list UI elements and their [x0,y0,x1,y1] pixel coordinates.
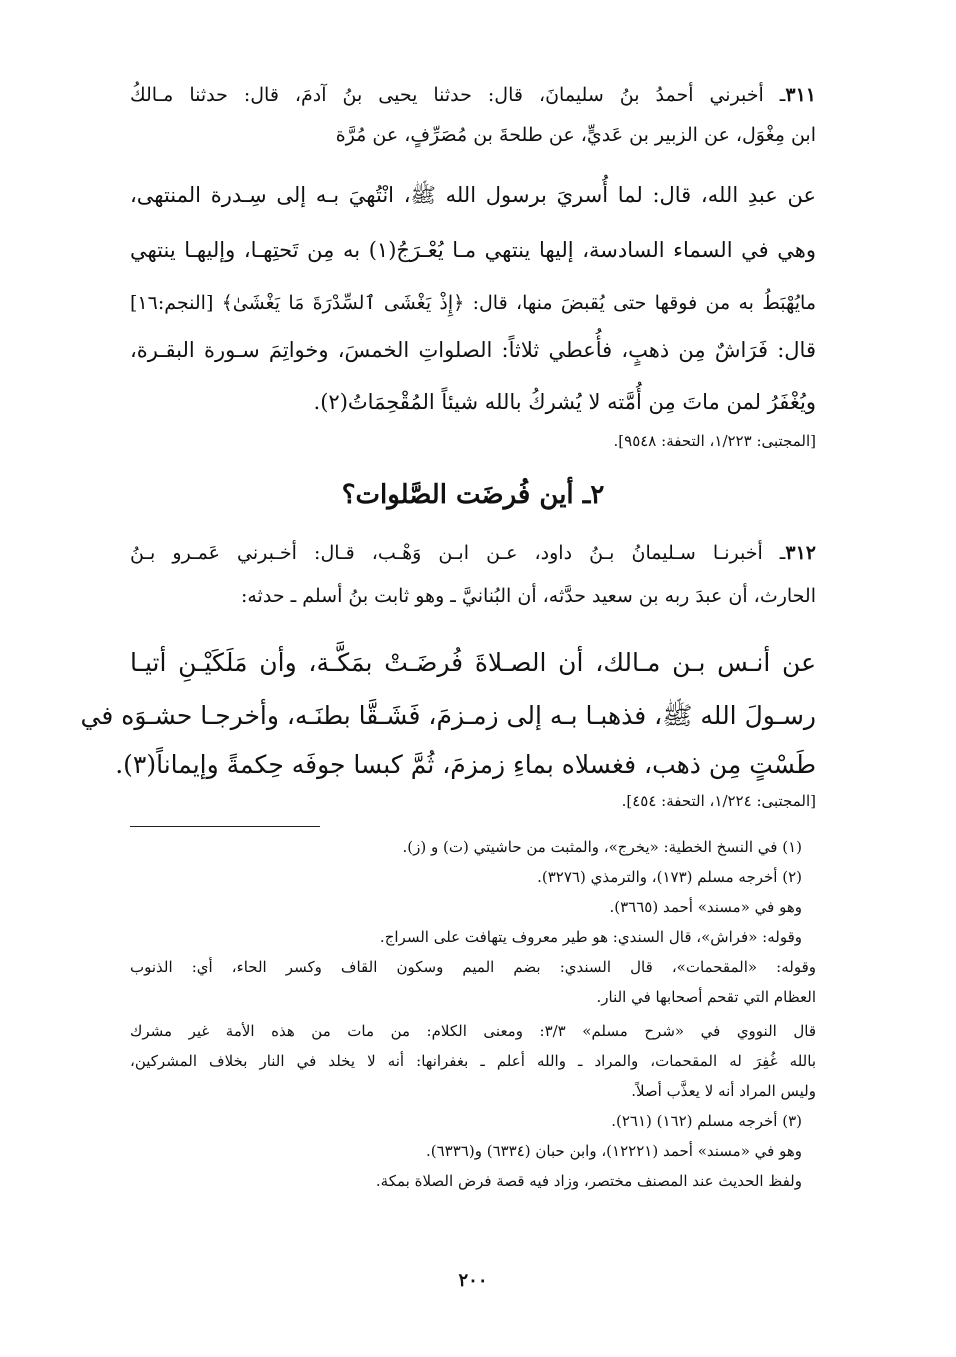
hadith-312-line-3: عن أنـس بـن مـالك، أن الصـلاةَ فُرضَـتْ بمَكَّـة، وأن مَلَكَيْـنِ أتيـا [130,648,816,677]
footnote-2-note-3: قال النووي في «شرح مسلم» ٣/٣: ومعنى الكلام: من مات من هذه الأمة غير مشرك [130,1022,816,1040]
hadith-311-line-1: ٣١١ـ أخبرني أحمدُ بنُ سليمانَ، قال: حدثنا يحيى بنُ آدمَ، قال: حدثنا مـالكُ [130,84,816,106]
footnote-3-note: ولفظ الحديث عند المصنف مختصر، وزاد فيه قصة فرض الصلاة بمكة. [375,1172,802,1190]
hadith-311-line-7: ويُغْفَرُ لمن ماتَ مِن أُمَّته لا يُشركُ بالله شيئاً المُقْحِمَاتُ(٢). [313,390,816,414]
hadith-312-line-5: طَسْتٍ مِن ذهب، فغسلاه بماءِ زمزمَ، ثُمَّ كبسا جوفَه حِكمةً وإيماناً(٣). [115,750,816,779]
hadith-312-number: ٣١٢ [785,542,816,564]
footnote-2-note-3-cont: بالله غُفِرَ له المقحمات، والمراد ـ والله أعلم ـ بغفرانها: أنه لا يخلد في النار بخلاف المشركين، [130,1052,816,1070]
hadith-311-line-2: ابن مِغْوَل، عن الزبير بن عَديٍّ، عن طلحةَ بن مُصَرِّفٍ، عن مُرَّة [335,124,816,146]
footnote-2-note-2-cont: العظام التي تقحم أصحابها في النار. [596,988,816,1006]
footnote-1: (١) في النسخ الخطية: «يخرج»، والمثبت من حاشيتي (ت) و (ز). [402,838,802,856]
hadith-312-line-2: الحارث، أن عبدَ ربه بن سعيد حدَّثه، أن البُنانيَّ ـ وهو ثابت بنُ أسلم ـ حدثه: [240,585,816,607]
footnote-separator [130,826,320,827]
hadith-311-reference: [المجتبى: ١/٢٢٣، التحفة: ٩٥٤٨]. [613,432,816,450]
page-number: ٢٠٠ [458,1270,488,1291]
hadith-311-number: ٣١١ [785,84,816,106]
page-content [80,70,816,1357]
hadith-312-reference: [المجتبى: ١/٢٢٤، التحفة: ٤٥٤]. [621,792,816,810]
footnote-2-note-1: وقوله: «فراش»، قال السندي: هو طير معروف يتهافت على السراج. [379,928,802,946]
footnote-2-note-3-end: وليس المراد أنه لا يعذَّب أصلاً. [631,1082,816,1100]
hadith-311-line-3: عن عبدِ الله، قال: لما أُسريَ برسول الله ﷺ، انْتُهيَ بـه إلى سِـدرة المنتهى، [130,183,816,207]
section-heading: ٢ـ أين فُرضَت الصَّلوات؟ [341,480,605,510]
hadith-312-line-4: رسـولَ الله ﷺ، فذهبـا بـه إلى زمـزمَ، فَشَـقَّا بطنَـه، وأخرجـا حشـوَه في [80,701,816,730]
hadith-311-line-4: وهي في السماء السادسة، إليها ينتهي مـا يُعْـرَجُ(١) به مِن تَحتِهـا، وإليهـا ينتهي [130,238,816,262]
footnote-3-continued: وهو في «مسند» أحمد (١٢٢٢١)، وابن حبان (٦٣٣٤) و(٦٣٣٦). [425,1142,802,1160]
hadith-312-line-1: ٣١٢ـ أخبرنـا سـليمانُ بـنُ داود، عـن ابـن وَهْـب، قـال: أخـبرني عَمـرو بـنُ [130,542,816,564]
footnote-3: (٣) أخرجه مسلم (١٦٢) (٢٦١). [611,1112,802,1130]
footnote-2-note-2: وقوله: «المقحمات»، قال السندي: بضم الميم وسكون القاف وكسر الحاء، أي: الذنوب [130,958,816,976]
footnote-2: (٢) أخرجه مسلم (١٧٣)، والترمذي (٣٢٧٦). [537,868,802,886]
footnote-2-continued: وهو في «مسند» أحمد (٣٦٦٥). [609,898,802,916]
hadith-311-line-5: مايُهْبَطُ به من فوقها حتى يُقبضَ منها، قال: ﴿إِذْ يَغْشَى ٱلسِّدْرَةَ مَا يَغْشَىٰ﴾ [النجم:١٦] [130,292,816,314]
hadith-311-line-6: قال: فَرَاشٌ مِن ذهبٍ، فأُعطي ثلاثاً: الصلواتِ الخمسَ، وخواتِمَ سـورة البقـرة، [130,338,816,362]
